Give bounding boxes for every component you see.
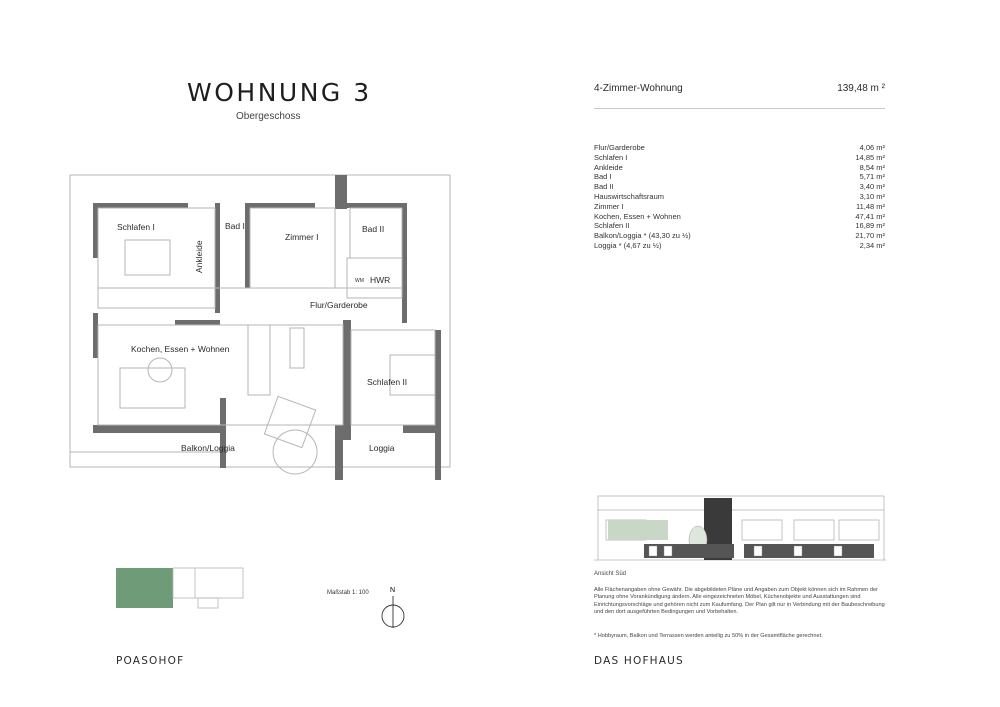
elevation-drawing xyxy=(594,490,886,570)
room-row xyxy=(594,172,885,182)
plan-walls xyxy=(93,175,441,480)
brand-das-hofhaus: DAS HOFHAUS xyxy=(594,655,684,667)
divider xyxy=(594,108,885,109)
elevation-caption: Ansicht Süd xyxy=(594,571,627,577)
label-flur: Flur/Garderobe xyxy=(310,300,368,310)
room-row xyxy=(594,212,885,222)
room-area: 14,85 m² xyxy=(855,152,885,162)
room-name: Zimmer I xyxy=(594,201,624,211)
label-balkon: Balkon/Loggia xyxy=(181,443,235,453)
page-title: WOHNUNG 3 xyxy=(187,78,372,107)
room-area: 16,89 m² xyxy=(855,221,885,231)
label-zimmer-1: Zimmer I xyxy=(285,232,319,242)
room-area: 5,71 m² xyxy=(859,172,885,182)
room-name: Bad I xyxy=(594,172,612,182)
room-area: 2,34 m² xyxy=(859,240,885,250)
room-row xyxy=(594,153,885,163)
scale-label: Maßstab 1: 100 xyxy=(327,590,369,596)
room-name: Ankleide xyxy=(594,162,623,172)
floor-subtitle: Obergeschoss xyxy=(236,111,301,122)
label-ankleide: Ankleide xyxy=(194,240,204,273)
room-row xyxy=(594,182,885,192)
room-row xyxy=(594,241,885,251)
site-plan xyxy=(110,560,250,615)
room-area: 3,10 m² xyxy=(859,191,885,201)
room-area: 21,70 m² xyxy=(855,231,885,241)
terrace-outline xyxy=(70,175,450,467)
site-highlight-unit xyxy=(116,568,173,608)
unit-type: 4-Zimmer-Wohnung xyxy=(594,83,683,94)
unit-total-area: 139,48 m ² xyxy=(837,83,885,94)
room-row xyxy=(594,221,885,231)
room-row xyxy=(594,202,885,212)
label-kochen: Kochen, Essen + Wohnen xyxy=(131,344,230,354)
room-name: Loggia * (4,67 zu ½) xyxy=(594,240,662,250)
room-name: Kochen, Essen + Wohnen xyxy=(594,211,681,221)
room-name: Schlafen I xyxy=(594,152,628,162)
room-row xyxy=(594,231,885,241)
room-area: 47,41 m² xyxy=(855,211,885,221)
label-schlafen-2: Schlafen II xyxy=(367,377,408,387)
plan-interior-lines xyxy=(70,208,435,474)
room-name: Balkon/Loggia * (43,30 zu ½) xyxy=(594,231,691,241)
room-name: Hauswirtschaftsraum xyxy=(594,191,665,201)
north-label: N xyxy=(390,587,396,594)
label-loggia: Loggia xyxy=(369,443,395,453)
room-name: Schlafen II xyxy=(594,221,630,231)
room-area: 3,40 m² xyxy=(859,182,885,192)
site-outline xyxy=(173,568,243,608)
label-bad-2: Bad II xyxy=(362,224,385,234)
label-bad-1: Bad I xyxy=(225,221,245,231)
room-area-list xyxy=(594,143,885,251)
brand-poasohof: POASOHOF xyxy=(116,655,185,667)
room-name: Flur/Garderobe xyxy=(594,143,645,152)
label-wm: WM xyxy=(355,278,364,284)
label-hwr: HWR xyxy=(370,275,391,285)
footnote-text: * Hobbyraum, Balkon und Terrassen werden anteilig zu 50% in der Gesamtfläche gerechnet. xyxy=(594,633,823,639)
north-arrow xyxy=(378,584,408,630)
disclaimer-text: Alle Flächenangaben ohne Gewähr. Die abgebildeten Pläne und Angaben zum Objekt können sich im Rahmen der Planung ohne Vorankündigung ändern. Alle eingezeichneten Möbel, Küchenobjekte und Ausstattungen sind Einrichtungsvorschläge und gehören nicht zum Kaufumfang. Der Plan gilt nur in Verbindung mit der Baubeschreibung und den dort ausgeführten Bedingungen und Vorbehalten. xyxy=(594,587,885,615)
room-area: 11,48 m² xyxy=(855,201,885,211)
room-row xyxy=(594,163,885,173)
room-row xyxy=(594,192,885,202)
room-row xyxy=(594,143,885,153)
label-schlafen-1: Schlafen I xyxy=(117,222,155,232)
floor-plan xyxy=(65,170,455,490)
room-area: 8,54 m² xyxy=(859,162,885,172)
room-name: Bad II xyxy=(594,182,614,192)
room-area: 4,06 m² xyxy=(859,143,885,152)
